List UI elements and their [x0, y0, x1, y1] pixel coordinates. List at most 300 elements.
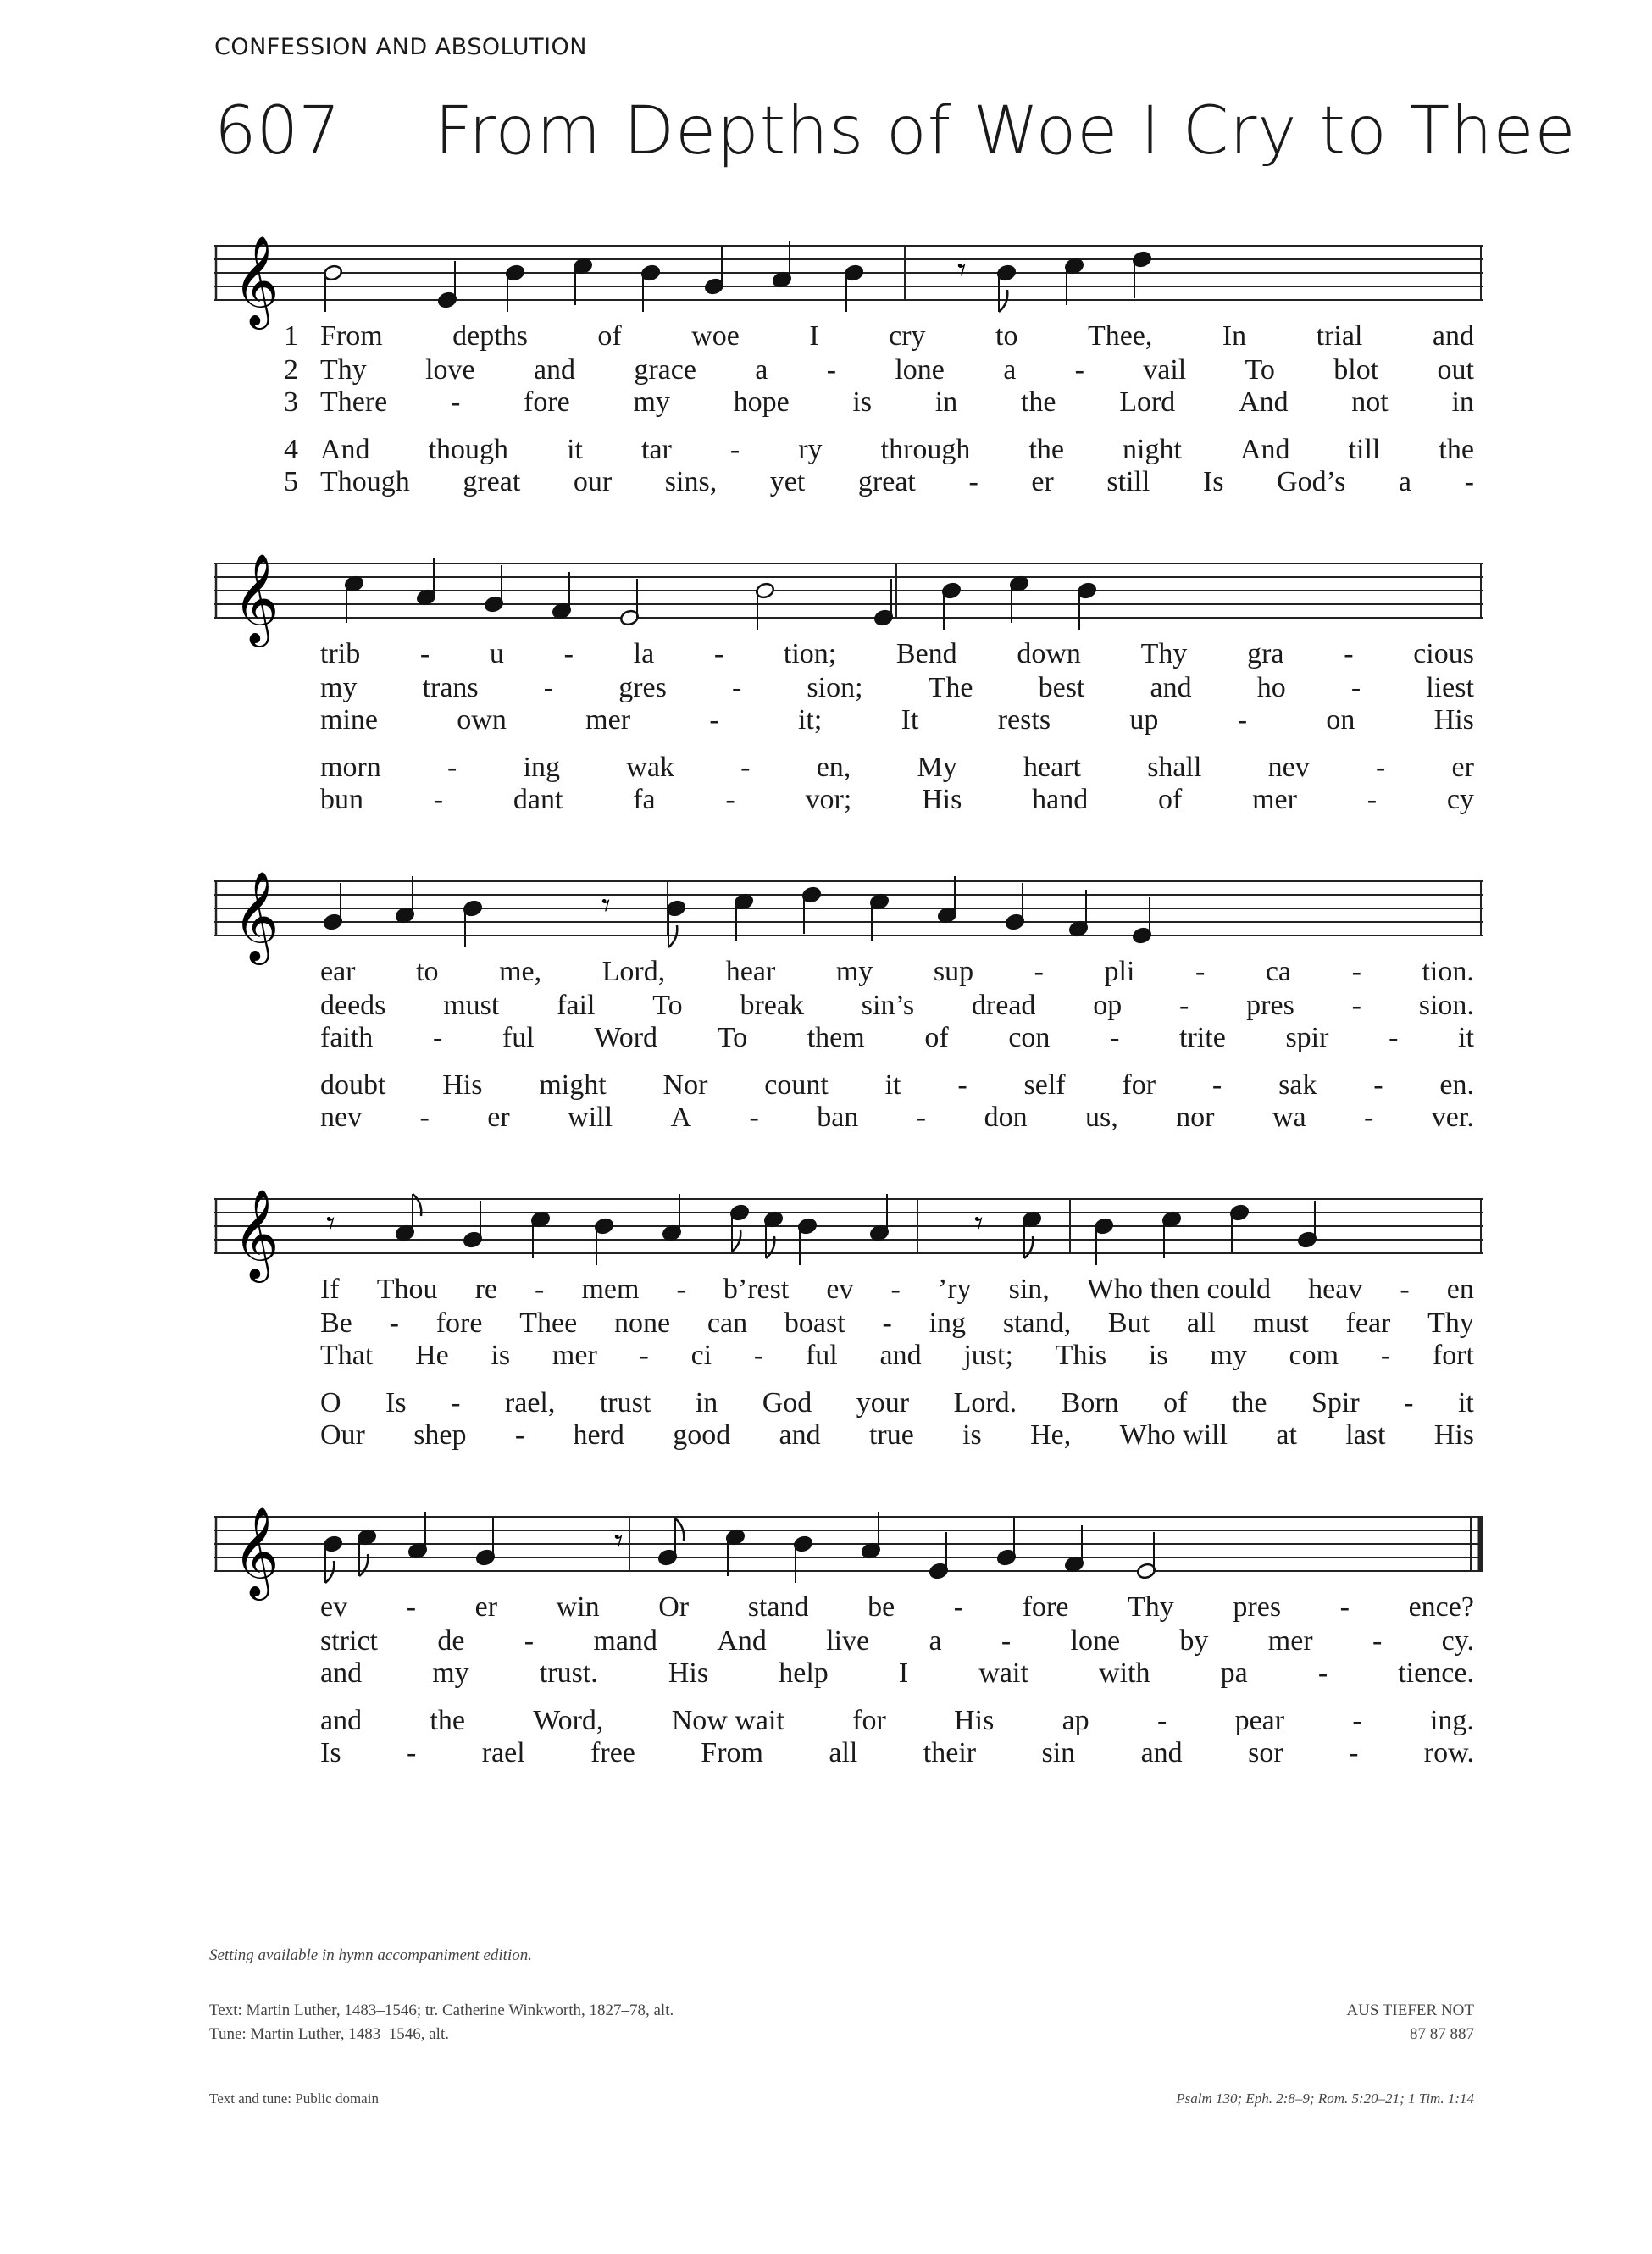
lyric-syllable: - — [1464, 466, 1474, 497]
lyric-syllable: er — [474, 1591, 498, 1623]
lyric-syllable: - — [1001, 1625, 1012, 1657]
lyric-syllable: - — [1404, 1387, 1414, 1418]
lyric-syllable: My — [917, 752, 957, 783]
lyric-syllable: wait — [978, 1657, 1028, 1689]
lyric-syllable: ing — [929, 1307, 967, 1339]
lyric-syllable: ing. — [1429, 1705, 1474, 1736]
lyric-syllable: a — [1003, 354, 1017, 386]
lyric-syllable: The — [928, 672, 973, 703]
lyric-syllable: - — [890, 1274, 901, 1305]
lyric-syllable: true — [868, 1419, 914, 1451]
lyric-syllable: His — [954, 1705, 995, 1736]
lyric-syllable: From — [320, 320, 383, 352]
lyric-syllable: heav — [1308, 1274, 1363, 1305]
lyric-syllable: dread — [971, 990, 1036, 1021]
lyric-syllable: ing — [523, 752, 561, 783]
lyric-syllable: it — [1458, 1022, 1474, 1053]
lyric-syllable: heart — [1023, 752, 1081, 783]
lyric-syllable: gra — [1247, 638, 1284, 669]
lyric-syllable: in — [934, 386, 958, 418]
lyric-syllable: the — [1020, 386, 1056, 418]
lyric-line — [320, 1419, 1474, 1452]
lyric-syllable: Thou — [376, 1274, 438, 1305]
lyric-syllable: ban — [817, 1102, 859, 1133]
lyric-syllable: boast — [784, 1307, 845, 1339]
lyric-syllable: shep — [413, 1419, 467, 1451]
lyric-syllable: not — [1351, 386, 1389, 418]
lyric-syllable: rael — [481, 1737, 525, 1768]
lyric-syllable: of — [597, 320, 622, 352]
meter: 87 87 887 — [1410, 2025, 1474, 2043]
lyric-syllable: - — [450, 386, 461, 418]
lyric-syllable: From — [701, 1737, 763, 1768]
lyric-syllable: yet — [769, 466, 806, 497]
lyric-syllable: count — [764, 1069, 829, 1101]
lyric-syllable: mer — [1267, 1625, 1313, 1657]
lyric-syllable: And — [1239, 386, 1289, 418]
lyric-syllable: Thy — [1128, 1591, 1174, 1623]
lyric-syllable: - — [447, 752, 457, 783]
lyric-syllable: - — [709, 704, 719, 736]
lyric-syllable: - — [1373, 1069, 1383, 1101]
lyric-syllable: Be — [320, 1307, 352, 1339]
lyric-syllable: hope — [733, 386, 790, 418]
copyright-note: Text and tune: Public domain — [209, 2090, 379, 2107]
lyric-syllable: own — [457, 704, 507, 736]
lyric-syllable: - — [753, 1340, 764, 1371]
lyric-syllable: for — [852, 1705, 886, 1736]
lyric-syllable: mine — [320, 704, 378, 736]
treble-clef-icon: 𝄞 — [233, 870, 280, 961]
lyric-syllable: To — [1245, 354, 1275, 386]
lyric-syllable: help — [779, 1657, 829, 1689]
eighth-rest: 𝄾 — [326, 1204, 335, 1243]
lyric-syllable: - — [1400, 1274, 1410, 1305]
lyric-syllable: tion; — [783, 638, 837, 669]
lyric-syllable: His — [922, 784, 962, 815]
lyric-syllable: great — [857, 466, 916, 497]
lyric-syllable: - — [1372, 1625, 1383, 1657]
eighth-rest: 𝄾 — [601, 886, 611, 925]
lyric-syllable: cy. — [1441, 1625, 1474, 1657]
lyric-syllable: row. — [1423, 1737, 1474, 1768]
lyric-syllable: - — [1034, 956, 1044, 987]
lyric-syllable: Lord, — [601, 956, 666, 987]
lyric-syllable: my — [835, 956, 873, 987]
lyric-syllable: - — [406, 1737, 417, 1768]
lyric-syllable: To — [652, 990, 683, 1021]
lyric-syllable: the — [1231, 1387, 1267, 1418]
lyric-syllable: pa — [1220, 1657, 1248, 1689]
lyric-syllable: He, — [1030, 1419, 1072, 1451]
lyric-syllable: all — [1186, 1307, 1216, 1339]
lyric-syllable: sor — [1248, 1737, 1283, 1768]
lyric-syllable: tience. — [1398, 1657, 1474, 1689]
lyric-syllable: will — [568, 1102, 613, 1133]
lyric-syllable: your — [856, 1387, 910, 1418]
tune-name: AUS TIEFER NOT — [1346, 2001, 1474, 2019]
lyric-syllable: bun — [320, 784, 363, 815]
lyric-syllable: liest — [1426, 672, 1474, 703]
lyric-syllable: - — [1074, 354, 1084, 386]
lyric-syllable: is — [962, 1419, 982, 1451]
lyric-syllable: to — [416, 956, 439, 987]
lyric-syllable: - — [916, 1102, 927, 1133]
lyric-syllable: shall — [1147, 752, 1202, 783]
eighth-rest: 𝄾 — [974, 1204, 984, 1243]
lyric-syllable: But — [1107, 1307, 1150, 1339]
lyric-syllable: Word — [594, 1022, 658, 1053]
lyric-syllable: Thy — [1427, 1307, 1474, 1339]
lyric-syllable: though — [428, 434, 509, 465]
lyric-syllable: Is — [320, 1737, 341, 1768]
lyric-syllable: it; — [797, 704, 823, 736]
lyric-syllable: - — [451, 1387, 461, 1418]
lyric-syllable: grace — [634, 354, 696, 386]
lyric-syllable: - — [713, 638, 724, 669]
lyric-line — [320, 1705, 1474, 1737]
lyric-syllable: stand, — [1002, 1307, 1072, 1339]
lyric-syllable: them — [807, 1022, 865, 1053]
lyric-syllable: Though — [320, 466, 410, 497]
lyric-syllable: - — [1351, 956, 1361, 987]
lyric-syllable: trust. — [539, 1657, 598, 1689]
lyric-syllable: Word, — [533, 1705, 604, 1736]
lyric-syllable: the — [430, 1705, 465, 1736]
lyric-syllable: - — [725, 784, 735, 815]
lyric-syllable: ence? — [1408, 1591, 1474, 1623]
lyric-syllable: free — [590, 1737, 635, 1768]
lyric-syllable: just; — [963, 1340, 1013, 1371]
lyric-syllable: de — [437, 1625, 465, 1657]
lyric-line — [320, 1307, 1474, 1340]
lyric-syllable: self — [1023, 1069, 1066, 1101]
lyric-syllable: on — [1326, 704, 1355, 736]
lyric-syllable: - — [1380, 1340, 1391, 1371]
lyric-syllable: live — [826, 1625, 870, 1657]
lyric-syllable: pres — [1233, 1591, 1282, 1623]
lyric-syllable: b’rest — [723, 1274, 790, 1305]
lyric-syllable: - — [676, 1274, 686, 1305]
lyric-syllable: cy — [1446, 784, 1474, 815]
text-credit: Text: Martin Luther, 1483–1546; tr. Catherine Winkworth, 1827–78, alt. — [209, 2001, 674, 2019]
lyric-syllable: good — [673, 1419, 731, 1451]
lyric-syllable: Lord. — [953, 1387, 1017, 1418]
lyric-syllable: Thee — [519, 1307, 578, 1339]
lyric-syllable: ev — [826, 1274, 854, 1305]
lyric-syllable: with — [1099, 1657, 1150, 1689]
lyric-syllable: fail — [557, 990, 596, 1021]
lyric-syllable: - — [1350, 672, 1361, 703]
lyric-syllable: - — [524, 1625, 535, 1657]
lyric-syllable: at — [1276, 1419, 1297, 1451]
lyric-syllable: tar — [641, 434, 672, 465]
lyric-syllable: Is — [1202, 466, 1224, 497]
lyric-syllable: - — [1339, 1591, 1350, 1623]
lyric-syllable: up — [1129, 704, 1159, 736]
lyric-syllable: God — [762, 1387, 812, 1418]
lyric-syllable: - — [1179, 990, 1189, 1021]
lyric-syllable: la — [633, 638, 655, 669]
lyric-syllable: Thee, — [1087, 320, 1153, 352]
lyric-syllable: re — [474, 1274, 497, 1305]
lyric-syllable: - — [740, 752, 751, 783]
lyric-syllable: faith — [320, 1022, 374, 1053]
lyric-syllable: That — [320, 1340, 374, 1371]
lyric-syllable: To — [717, 1022, 748, 1053]
lyric-syllable: mem — [581, 1274, 640, 1305]
lyric-syllable: must — [443, 990, 500, 1021]
lyric-syllable: none — [614, 1307, 671, 1339]
lyric-syllable: mer — [552, 1340, 597, 1371]
lyric-syllable: of — [924, 1022, 949, 1053]
lyric-syllable: to — [995, 320, 1018, 352]
lyric-syllable: it — [1457, 1387, 1474, 1418]
lyric-syllable: a — [929, 1625, 942, 1657]
lyric-syllable: and — [1140, 1737, 1183, 1768]
lyric-syllable: u — [489, 638, 504, 669]
lyric-syllable: ca — [1265, 956, 1292, 987]
lyric-syllable: win — [556, 1591, 600, 1623]
lyric-syllable: Our — [320, 1419, 365, 1451]
lyric-syllable: be — [868, 1591, 895, 1623]
lyric-syllable: His — [1433, 704, 1474, 736]
treble-clef-icon: 𝄞 — [233, 1188, 280, 1279]
lyric-syllable: A — [670, 1102, 692, 1133]
lyric-syllable: dant — [513, 784, 563, 815]
lyric-syllable: is — [1148, 1340, 1168, 1371]
lyric-syllable: mer — [1252, 784, 1297, 815]
lyric-syllable: ful — [805, 1340, 838, 1371]
music-staff — [214, 1182, 1483, 1284]
lyric-syllable: cious — [1413, 638, 1474, 669]
lyric-syllable: my — [320, 672, 358, 703]
lyric-line — [320, 386, 1474, 419]
lyric-syllable: com — [1289, 1340, 1339, 1371]
lyric-syllable: my — [1210, 1340, 1247, 1371]
lyric-syllable: in — [695, 1387, 718, 1418]
eighth-rest: 𝄾 — [957, 251, 967, 290]
lyric-syllable: er — [1451, 752, 1474, 783]
lyric-syllable: - — [729, 434, 740, 465]
lyric-syllable: This — [1055, 1340, 1107, 1371]
lyric-syllable: is — [491, 1340, 511, 1371]
lyric-syllable: and — [320, 1705, 363, 1736]
lyric-syllable: vail — [1143, 354, 1187, 386]
lyric-syllable: spir — [1285, 1022, 1329, 1053]
lyric-syllable: great — [463, 466, 521, 497]
lyric-syllable: His — [442, 1069, 483, 1101]
lyric-syllable: rael, — [504, 1387, 556, 1418]
lyric-syllable: sin — [1041, 1737, 1076, 1768]
lyric-syllable: Is — [385, 1387, 407, 1418]
lyric-line — [320, 320, 1474, 353]
lyric-syllable: ful — [502, 1022, 535, 1053]
verse-number: 5 — [284, 466, 298, 497]
lyric-syllable: strict — [320, 1625, 378, 1657]
lyric-line — [320, 1591, 1474, 1624]
lyric-syllable: and — [779, 1419, 821, 1451]
lyric-syllable: If — [320, 1274, 340, 1305]
lyric-syllable: And — [717, 1625, 767, 1657]
lyric-syllable: - — [957, 1069, 967, 1101]
lyric-syllable: - — [535, 1274, 545, 1305]
lyric-line — [320, 466, 1474, 498]
lyric-syllable: - — [1344, 638, 1354, 669]
lyric-syllable: through — [880, 434, 971, 465]
lyric-syllable: herd — [573, 1419, 624, 1451]
lyric-syllable: In — [1222, 320, 1247, 352]
lyric-syllable: and — [1432, 320, 1474, 352]
lyric-syllable: fear — [1345, 1307, 1391, 1339]
lyric-line — [320, 1387, 1474, 1419]
lyric-line — [320, 1340, 1474, 1372]
lyric-syllable: blot — [1333, 354, 1379, 386]
lyric-syllable: morn — [320, 752, 381, 783]
lyric-syllable: It — [901, 704, 919, 736]
lyric-syllable: wa — [1272, 1102, 1306, 1133]
lyric-syllable: - — [639, 1340, 649, 1371]
lyric-syllable: love — [425, 354, 475, 386]
lyric-syllable: tion. — [1422, 956, 1474, 987]
lyric-syllable: His — [1433, 1419, 1474, 1451]
lyric-syllable: out — [1437, 354, 1474, 386]
lyric-syllable: till — [1348, 434, 1381, 465]
lyric-syllable: - — [1351, 990, 1361, 1021]
lyric-syllable: - — [514, 1419, 525, 1451]
lyric-syllable: trite — [1179, 1022, 1226, 1053]
lyric-syllable: op — [1093, 990, 1123, 1021]
lyric-syllable: ver. — [1431, 1102, 1474, 1133]
treble-clef-icon: 𝄞 — [233, 1506, 280, 1596]
lyric-syllable: Who then could — [1086, 1274, 1272, 1305]
lyric-syllable: en — [1446, 1274, 1474, 1305]
lyric-syllable: His — [668, 1657, 709, 1689]
lyric-syllable: still — [1106, 466, 1150, 497]
lyric-syllable: - — [406, 1591, 417, 1623]
lyric-syllable: - — [1156, 1705, 1167, 1736]
lyric-syllable: mand — [593, 1625, 657, 1657]
lyric-syllable: pli — [1104, 956, 1135, 987]
hymn-number: 607 — [214, 93, 341, 169]
lyric-syllable: - — [389, 1307, 399, 1339]
lyric-syllable: for — [1122, 1069, 1156, 1101]
lyric-syllable: nor — [1176, 1102, 1215, 1133]
lyric-syllable: don — [984, 1102, 1028, 1133]
lyric-syllable: us, — [1085, 1102, 1118, 1133]
lyric-line — [320, 704, 1474, 736]
lyric-syllable: ap — [1062, 1705, 1089, 1736]
lyric-syllable: fa — [633, 784, 656, 815]
lyric-syllable: - — [433, 784, 444, 815]
lyric-syllable: Now wait — [671, 1705, 784, 1736]
lyric-line — [320, 1274, 1474, 1306]
lyric-syllable: - — [1352, 1705, 1362, 1736]
lyric-syllable: cry — [889, 320, 926, 352]
tune-credit: Tune: Martin Luther, 1483–1546, alt. — [209, 2025, 449, 2043]
lyric-syllable: sion. — [1418, 990, 1474, 1021]
lyric-syllable: lone — [1070, 1625, 1121, 1657]
lyric-syllable: sion; — [807, 672, 863, 703]
lyric-line — [320, 638, 1474, 670]
verse-number: 1 — [284, 320, 298, 352]
music-staff — [214, 864, 1483, 966]
lyric-syllable: Bend — [895, 638, 957, 669]
hymn-title: From Depths of Woe I Cry to Thee — [435, 93, 1577, 169]
lyric-syllable: - — [749, 1102, 759, 1133]
lyric-syllable: - — [1349, 1737, 1359, 1768]
lyric-syllable: - — [1317, 1657, 1328, 1689]
lyric-syllable: - — [1237, 704, 1248, 736]
lyric-syllable: my — [432, 1657, 469, 1689]
lyric-syllable: rests — [997, 704, 1051, 736]
lyric-syllable: Lord — [1119, 386, 1176, 418]
section-heading: CONFESSION AND ABSOLUTION — [214, 34, 587, 60]
lyric-syllable: and — [533, 354, 576, 386]
treble-clef-icon: 𝄞 — [233, 235, 280, 325]
lyric-syllable: - — [1195, 956, 1206, 987]
lyric-syllable: ho — [1256, 672, 1286, 703]
lyric-syllable: and — [1150, 672, 1192, 703]
lyric-syllable: - — [419, 638, 430, 669]
lyric-syllable: sak — [1278, 1069, 1317, 1101]
lyric-syllable: their — [923, 1737, 977, 1768]
lyric-syllable: ev — [320, 1591, 348, 1623]
lyric-syllable: - — [563, 638, 574, 669]
lyric-syllable: my — [633, 386, 670, 418]
lyric-syllable: - — [543, 672, 554, 703]
lyric-syllable: - — [1375, 752, 1386, 783]
lyric-line — [320, 1625, 1474, 1657]
lyric-syllable: - — [953, 1591, 964, 1623]
lyric-syllable: Thy — [320, 354, 367, 386]
lyric-syllable: - — [1367, 784, 1378, 815]
lyric-syllable: - — [1110, 1022, 1120, 1053]
lyric-syllable: fort — [1432, 1340, 1474, 1371]
lyric-syllable: trial — [1316, 320, 1363, 352]
lyric-syllable: of — [1157, 784, 1183, 815]
lyric-syllable: in — [1451, 386, 1474, 418]
lyric-syllable: Born — [1061, 1387, 1119, 1418]
lyric-syllable: con — [1008, 1022, 1051, 1053]
lyric-syllable: deeds — [320, 990, 386, 1021]
verse-number: 2 — [284, 354, 298, 386]
lyric-syllable: of — [1163, 1387, 1188, 1418]
lyric-syllable: Nor — [662, 1069, 708, 1101]
lyric-syllable: stand — [747, 1591, 809, 1623]
lyric-syllable: our — [573, 466, 613, 497]
lyric-syllable: And — [1239, 434, 1290, 465]
lyric-syllable: hand — [1032, 784, 1089, 815]
lyric-syllable: Thy — [1140, 638, 1188, 669]
lyric-syllable: gres — [618, 672, 667, 703]
lyric-syllable: Spir — [1311, 1387, 1360, 1418]
lyric-syllable: - — [1389, 1022, 1399, 1053]
lyric-syllable: Who will — [1119, 1419, 1228, 1451]
lyric-syllable: and — [320, 1657, 363, 1689]
lyric-line — [320, 1737, 1474, 1769]
lyric-syllable: sin, — [1008, 1274, 1050, 1305]
lyric-line — [320, 1657, 1474, 1690]
lyric-syllable: might — [539, 1069, 607, 1101]
lyric-syllable: - — [731, 672, 742, 703]
lyric-syllable: night — [1123, 434, 1182, 465]
lyric-syllable: sin’s — [861, 990, 915, 1021]
lyric-syllable: fore — [435, 1307, 483, 1339]
lyric-syllable: trust — [599, 1387, 651, 1418]
lyric-line — [320, 1022, 1474, 1054]
lyric-syllable: I — [809, 320, 819, 352]
